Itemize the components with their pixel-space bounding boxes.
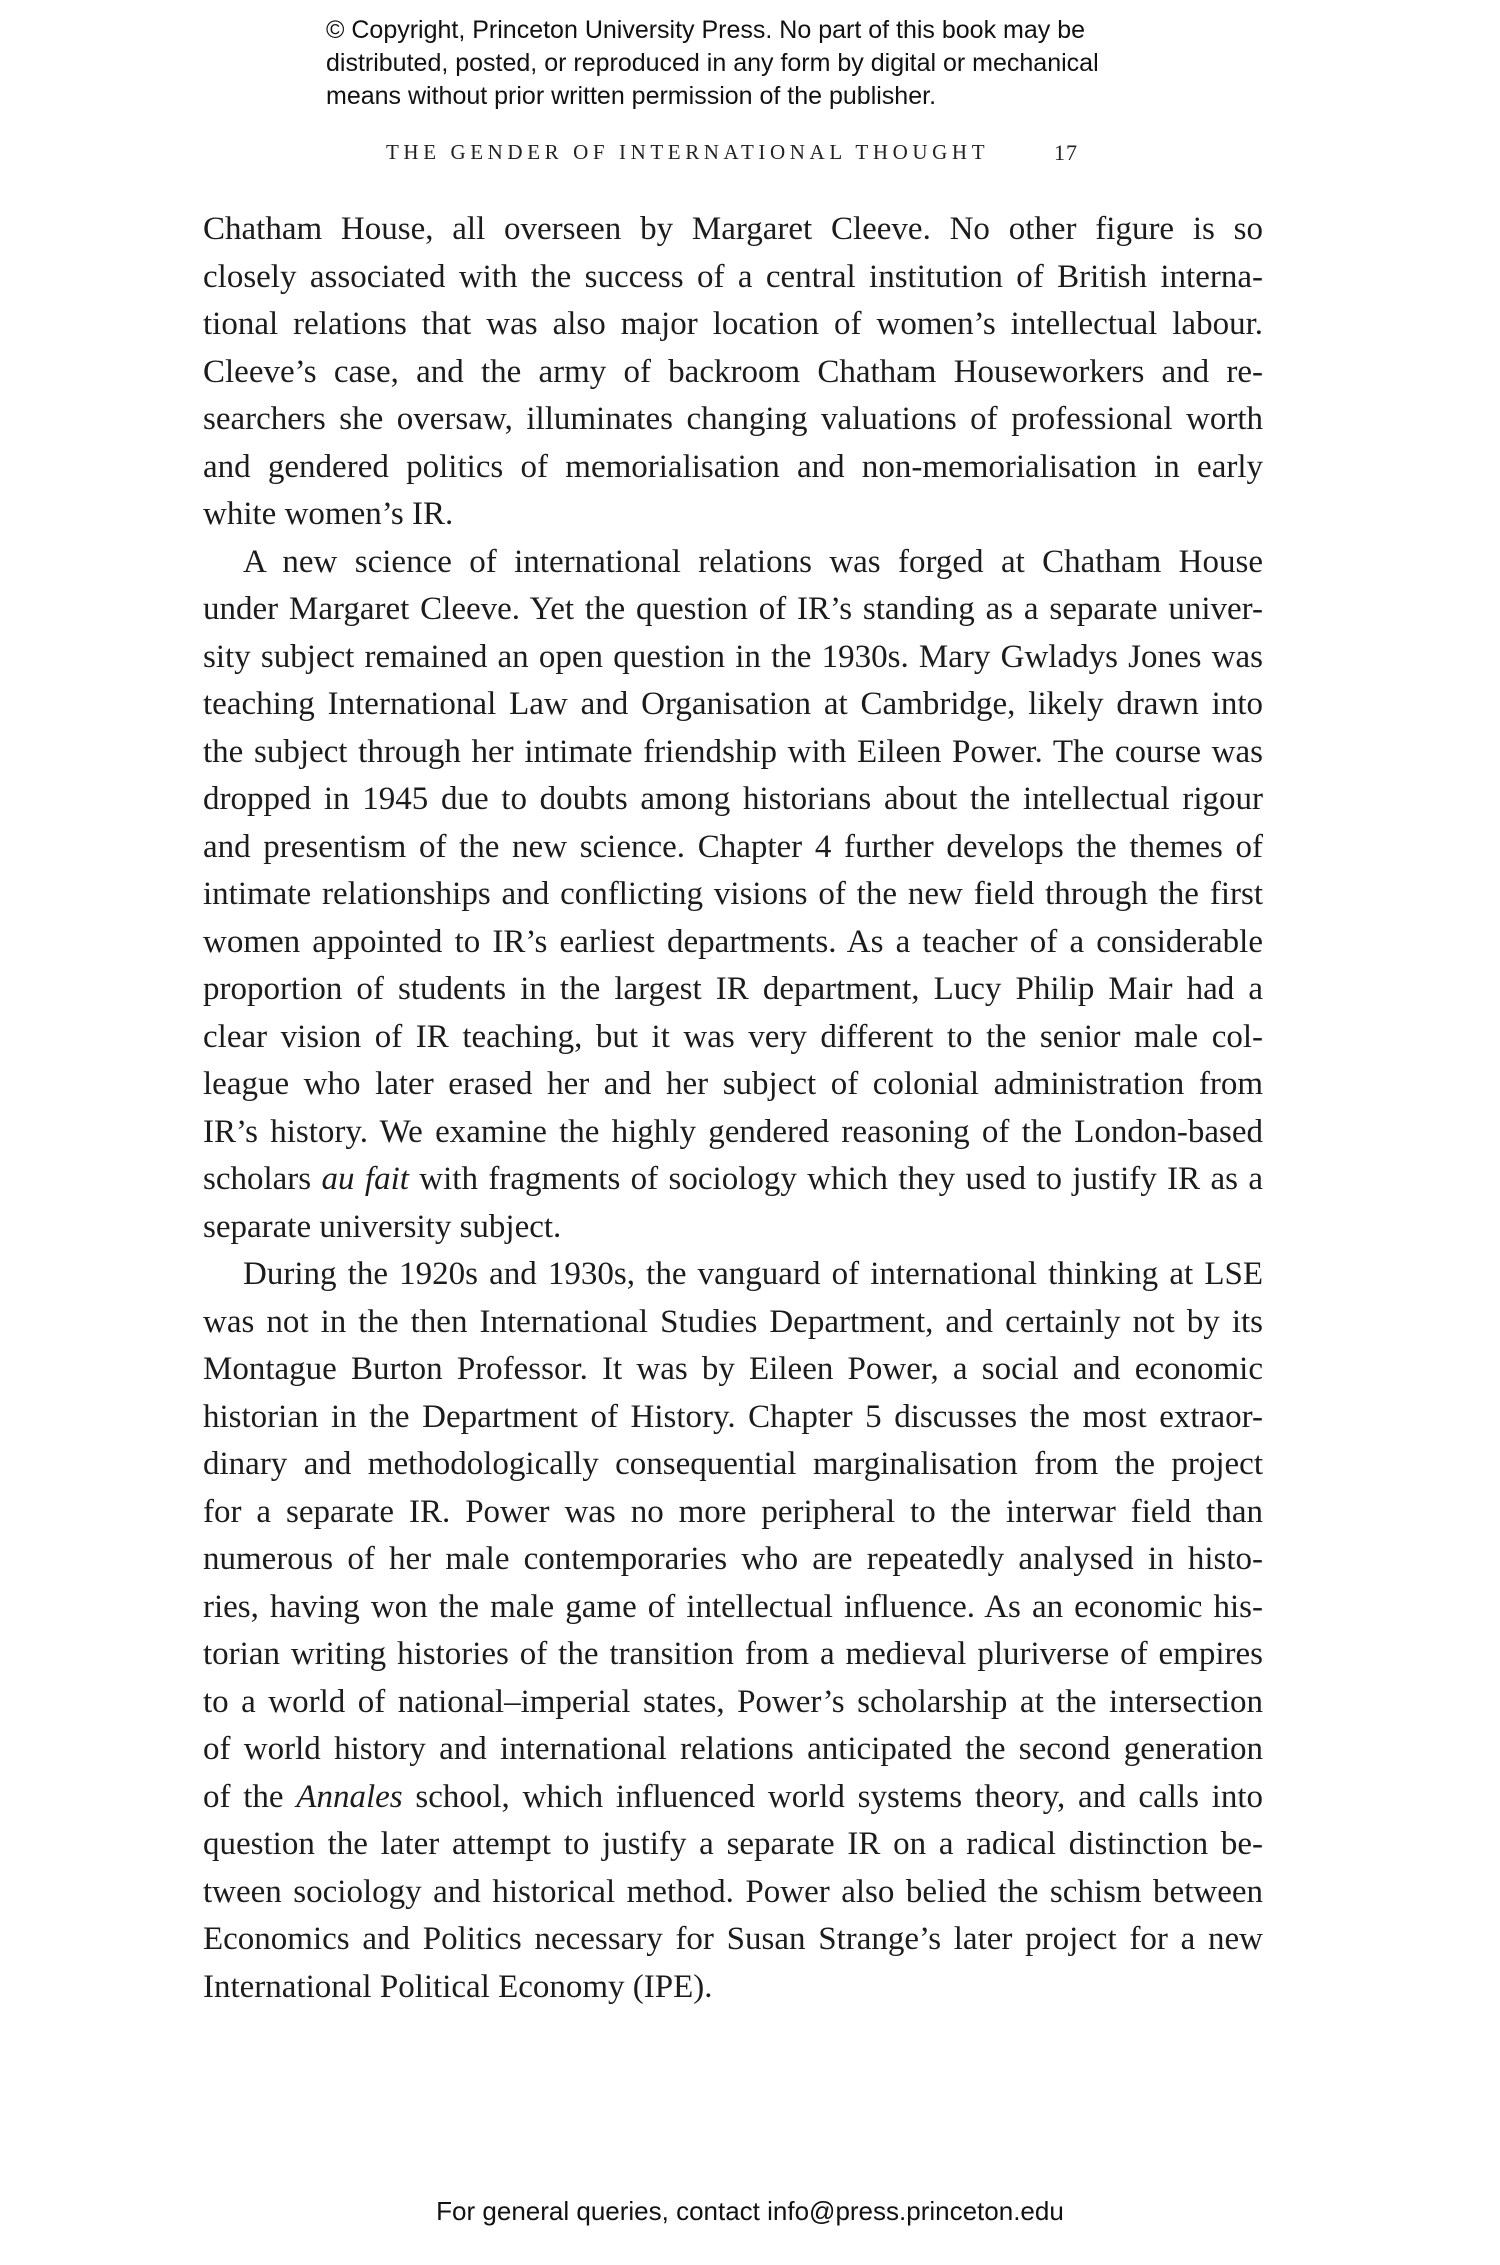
italic-phrase: au fait xyxy=(321,1161,409,1197)
text-line: question the later attempt to justify a separate IR on a radical distinction be- xyxy=(203,1826,1263,1862)
text-line: clear vision of IR teaching, but it was very different to the senior male col- xyxy=(203,1018,1263,1055)
text-line: proportion of students in the largest IR department, Lucy Philip Mair had a xyxy=(203,971,1263,1007)
copyright-notice xyxy=(326,14,1226,113)
body-text xyxy=(203,206,1263,2011)
text-line: dinary and methodologically consequential marginalisation from the project xyxy=(203,1446,1263,1482)
text-line: dropped in 1945 due to doubts among historians about the intellectual rigour xyxy=(203,781,1263,817)
text-line: white women’s IR. xyxy=(203,496,454,532)
paragraph-1 xyxy=(203,206,1263,539)
text-line: Cleeve’s case, and the army of backroom Chatham Houseworkers and re- xyxy=(203,353,1263,390)
running-head-title: THE GENDER OF INTERNATIONAL THOUGHT xyxy=(386,140,990,164)
text-line: ries, having won the male game of intellectual influence. As an economic his- xyxy=(203,1588,1263,1625)
copyright-line: © Copyright, Princeton University Press. No part of this book may be xyxy=(326,16,1086,44)
paragraph-3 xyxy=(203,1251,1263,2011)
text-line: women appointed to IR’s earliest departments. As a teacher of a considerable xyxy=(203,923,1263,960)
text-run: school, which influenced world systems theory, and calls into xyxy=(402,1778,1263,1815)
text-line: to a world of national–imperial states, Power’s scholarship at the intersection xyxy=(203,1683,1263,1720)
text-line-with-italic xyxy=(203,1156,1263,1204)
text-line: sity subject remained an open question in the 1930s. Mary Gwladys Jones was xyxy=(203,638,1263,675)
text-line: searchers she oversaw, illuminates changing valuations of professional worth xyxy=(203,401,1263,437)
text-line: torian writing histories of the transition from a medieval pluriverse of empires xyxy=(203,1636,1263,1672)
running-head xyxy=(0,140,1500,174)
paragraph-2 xyxy=(203,539,1263,1252)
text-line: closely associated with the success of a central institution of British interna- xyxy=(203,258,1263,295)
text-run: of the xyxy=(203,1778,297,1815)
footer-contact: For general queries, contact info@press.princeton.edu xyxy=(436,2196,1064,2226)
text-line: was not in the then International Studies Department, and certainly not by its xyxy=(203,1303,1263,1340)
text-line: Economics and Politics necessary for Susan Strange’s later project for a new xyxy=(203,1921,1263,1957)
text-line: tween sociology and historical method. Power also belied the schism between xyxy=(203,1873,1263,1910)
text-line: under Margaret Cleeve. Yet the question of IR’s standing as a separate univer- xyxy=(203,591,1263,627)
text-line: of world history and international relations anticipated the second generation xyxy=(203,1731,1263,1767)
text-line: Chatham House, all overseen by Margaret Cleeve. No other figure is so xyxy=(203,211,1263,247)
text-line: and presentism of the new science. Chapter 4 further develops the themes of xyxy=(203,828,1263,865)
text-line-with-italic xyxy=(203,1774,1263,1822)
text-line: the subject through her intimate friendship with Eileen Power. The course was xyxy=(203,733,1263,770)
text-line: for a separate IR. Power was no more peripheral to the interwar field than xyxy=(203,1493,1263,1530)
text-line: teaching International Law and Organisation at Cambridge, likely drawn into xyxy=(203,686,1263,722)
text-line: intimate relationships and conflicting visions of the new field through the first xyxy=(203,876,1263,912)
text-line: International Political Economy (IPE). xyxy=(203,1968,713,2005)
text-line: A new science of international relations was forged at Chatham House xyxy=(243,543,1263,580)
copyright-line: means without prior written permission of the publisher. xyxy=(326,82,937,110)
text-line: league who later erased her and her subject of colonial administration from xyxy=(203,1066,1263,1102)
text-line: During the 1920s and 1930s, the vanguard of international thinking at LSE xyxy=(243,1256,1263,1292)
text-line: numerous of her male contemporaries who are repeatedly analysed in histo- xyxy=(203,1541,1263,1577)
page-number: 17 xyxy=(1054,140,1078,165)
text-run: scholars xyxy=(203,1161,322,1197)
copyright-line: distributed, posted, or reproduced in any form by digital or mechanical xyxy=(326,49,1099,77)
italic-phrase: Annales xyxy=(296,1778,403,1815)
text-line: tional relations that was also major location of women’s intellectual labour. xyxy=(203,306,1263,342)
text-run: with fragments of sociology which they used to justify IR as a xyxy=(408,1161,1264,1197)
text-line: and gendered politics of memorialisation and non-memorialisation in early xyxy=(203,448,1263,485)
text-line: IR’s history. We examine the highly gendered reasoning of the London-based xyxy=(203,1113,1263,1150)
text-line: historian in the Department of History. Chapter 5 discusses the most extraor- xyxy=(203,1398,1263,1435)
text-line: Montague Burton Professor. It was by Eileen Power, a social and economic xyxy=(203,1351,1263,1387)
text-line: separate university subject. xyxy=(203,1208,562,1245)
